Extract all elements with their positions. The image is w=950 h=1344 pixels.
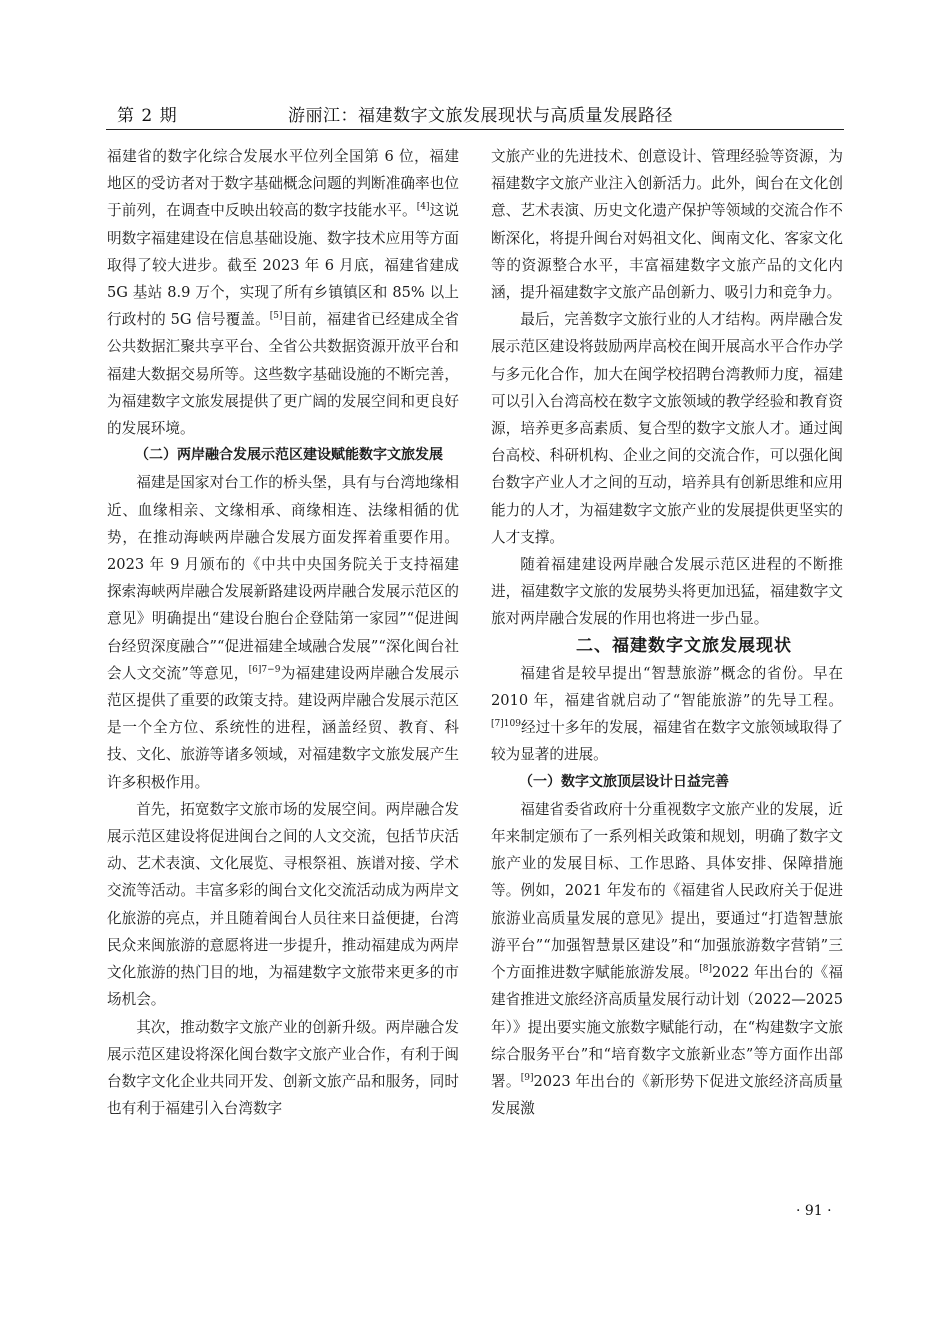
paragraph: 首先，拓宽数字文旅市场的发展空间。两岸融合发展示范区建设将促进闽台之间的人文交流，包括节庆活动、艺术表演、文化展览、寻根祭祖、族谱对接、学术交流等活动。丰富多彩的闽台文化交流活动成为两岸文化旅游的亮点，并且随着闽台人员往来日益便捷，台湾民众来闽旅游的意愿将进一步提升，推动福建成为两岸文化旅游的热门目的地，为福建数字文旅带来更多的市场机会。 <box>107 800 459 1009</box>
paragraph: 随着福建建设两岸融合发展示范区进程的不断推进，福建数字文旅的发展势头将更加迅猛，福建数字文旅对两岸融合发展的作用也将进一步凸显。 <box>491 556 843 628</box>
text-run: 为福建建设两岸融合发展示范区提供了重要的政策支持。建设两岸融合发展示范区是一个全方位、系统性的进程，涵盖经贸、教育、科技、文化、旅游等诸多领域，对福建数字文旅发展产生许多积极作用。 <box>107 664 459 791</box>
paragraph <box>491 796 843 1122</box>
page-number: · 91 · <box>796 1203 832 1219</box>
text-run: 经过十多年的发展，福建省在数字文旅领域取得了较为显著的进展。 <box>491 719 843 764</box>
subsection-heading: （一）数字文旅顶层设计日益完善 <box>519 773 729 790</box>
text-run: 这说明数字福建建设在信息基础设施、数字技术应用等方面取得了较大进步。截至 2023 年 6 月底，福建省建成 5G 基站 8.9 万个，实现了所有乡镇镇区和 85% 以上行政村的 5G 信号覆盖。 <box>107 202 459 329</box>
text-run: 福建省委省政府十分重视数字文旅产业的发展，近年来制定颁布了一系列相关政策和规划，明确了数字文旅产业的发展目标、工作思路、具体安排、保障措施等。例如，2021 年发布的《福建省人民政府关于促进旅游业高质量发展的意见》提出，要通过“打造智慧旅游平台”“加强智慧景区建设”和“加强旅游数字营销”三个方面推进数字赋能旅游发展。 <box>491 800 843 982</box>
text-run: 目前，福建省已经建成全省公共数据汇聚共享平台、全省公共数据资源开放平台和福建大数据交易所等。这些数字基础设施的不断完善，为福建数字文旅发展提供了更广阔的发展空间和更良好的发展环境。 <box>107 311 459 438</box>
paragraph: 文旅产业的先进技术、创意设计、管理经验等资源，为福建数字文旅产业注入创新活力。此外，闽台在文化创意、艺术表演、历史文化遗产保护等领域的交流合作不断深化，将提升闽台对妈祖文化、闽南文化、客家文化等的资源整合水平，丰富福建数字文旅产品的文化内涵，提升福建数字文旅产品创新力、吸引力和竞争力。 <box>491 148 843 302</box>
citation: [5] <box>269 311 283 322</box>
right-column <box>491 143 843 1122</box>
section-heading: 二、福建数字文旅发展现状 <box>576 635 792 656</box>
running-title: 游丽江：福建数字文旅发展现状与高质量发展路径 <box>288 106 673 126</box>
paragraph: 最后，完善数字文旅行业的人才结构。两岸融合发展示范区建设将鼓励两岸高校在闽开展高水平合作办学与多元化合作，加大在闽学校招聘台湾教师力度，福建可以引入台湾高校在数字文旅领域的教学经验和教育资源，培养更多高素质、复合型的数字文旅人才。通过闽台高校、科研机构、企业之间的交流合作，可以强化闽台数字产业人才之间的互动，培养具有创新思维和应用能力的人才，为福建数字文旅产业的发展提供更坚实的人才支撑。 <box>491 311 843 546</box>
text-run: 福建省是较早提出“智慧旅游”概念的省份。早在 2010 年，福建省就启动了“智能旅游”的先导工程。 <box>491 664 843 710</box>
text-run: 2022 年出台的《福建省推进文旅经济高质量发展行动计划（2022—2025 年）》提出要实施文旅数字赋能行动，在“构建数字文旅综合服务平台”和“培育数字文旅新业态”等方面作出部署。 <box>491 964 843 1090</box>
paragraph: 其次，推动数字文旅产业的创新升级。两岸融合发展示范区建设将深化闽台数字文旅产业合作，有利于闽台数字文化企业共同开发、创新文旅产品和服务，同时也有利于福建引入台湾数字 <box>107 1018 459 1118</box>
paragraph <box>107 469 459 795</box>
paragraph <box>491 660 843 769</box>
citation: [9] <box>520 1072 534 1083</box>
citation: [6]7−9 <box>248 664 281 675</box>
citation: [8] <box>699 964 712 975</box>
citation: [7]109 <box>491 719 521 730</box>
citation: [4] <box>416 202 430 213</box>
journal-issue: 第 2 期 <box>117 106 178 126</box>
text-run: 福建是国家对台工作的桥头堡，具有与台湾地缘相近、血缘相亲、文缘相承、商缘相连、法缘相循的优势，在推动海峡两岸融合发展方面发挥着重要作用。2023 年 9 月颁布的《中共中央国务院关于支持福建探索海峡两岸融合发展新路建设两岸融合发展示范区的意见》明确提出“建设台胞台企登陆第一家园”“促进闽台经贸深度融合”“促进福建全域融合发展”“深化闽台社会人文交流”等意见， <box>107 474 459 682</box>
left-column <box>107 143 459 1122</box>
header-rule <box>106 129 844 130</box>
text-run: 福建省的数字化综合发展水平位列全国第 6 位，福建地区的受访者对于数字基础概念问题的判断准确率也位于前列，在调查中反映出较高的数字技能水平。 <box>107 148 459 220</box>
subsection-heading: （二）两岸融合发展示范区建设赋能数字文旅发展 <box>135 447 443 464</box>
paragraph <box>107 143 459 442</box>
text-run: 2023 年出台的《新形势下促进文旅经济高质量发展激 <box>491 1072 843 1118</box>
